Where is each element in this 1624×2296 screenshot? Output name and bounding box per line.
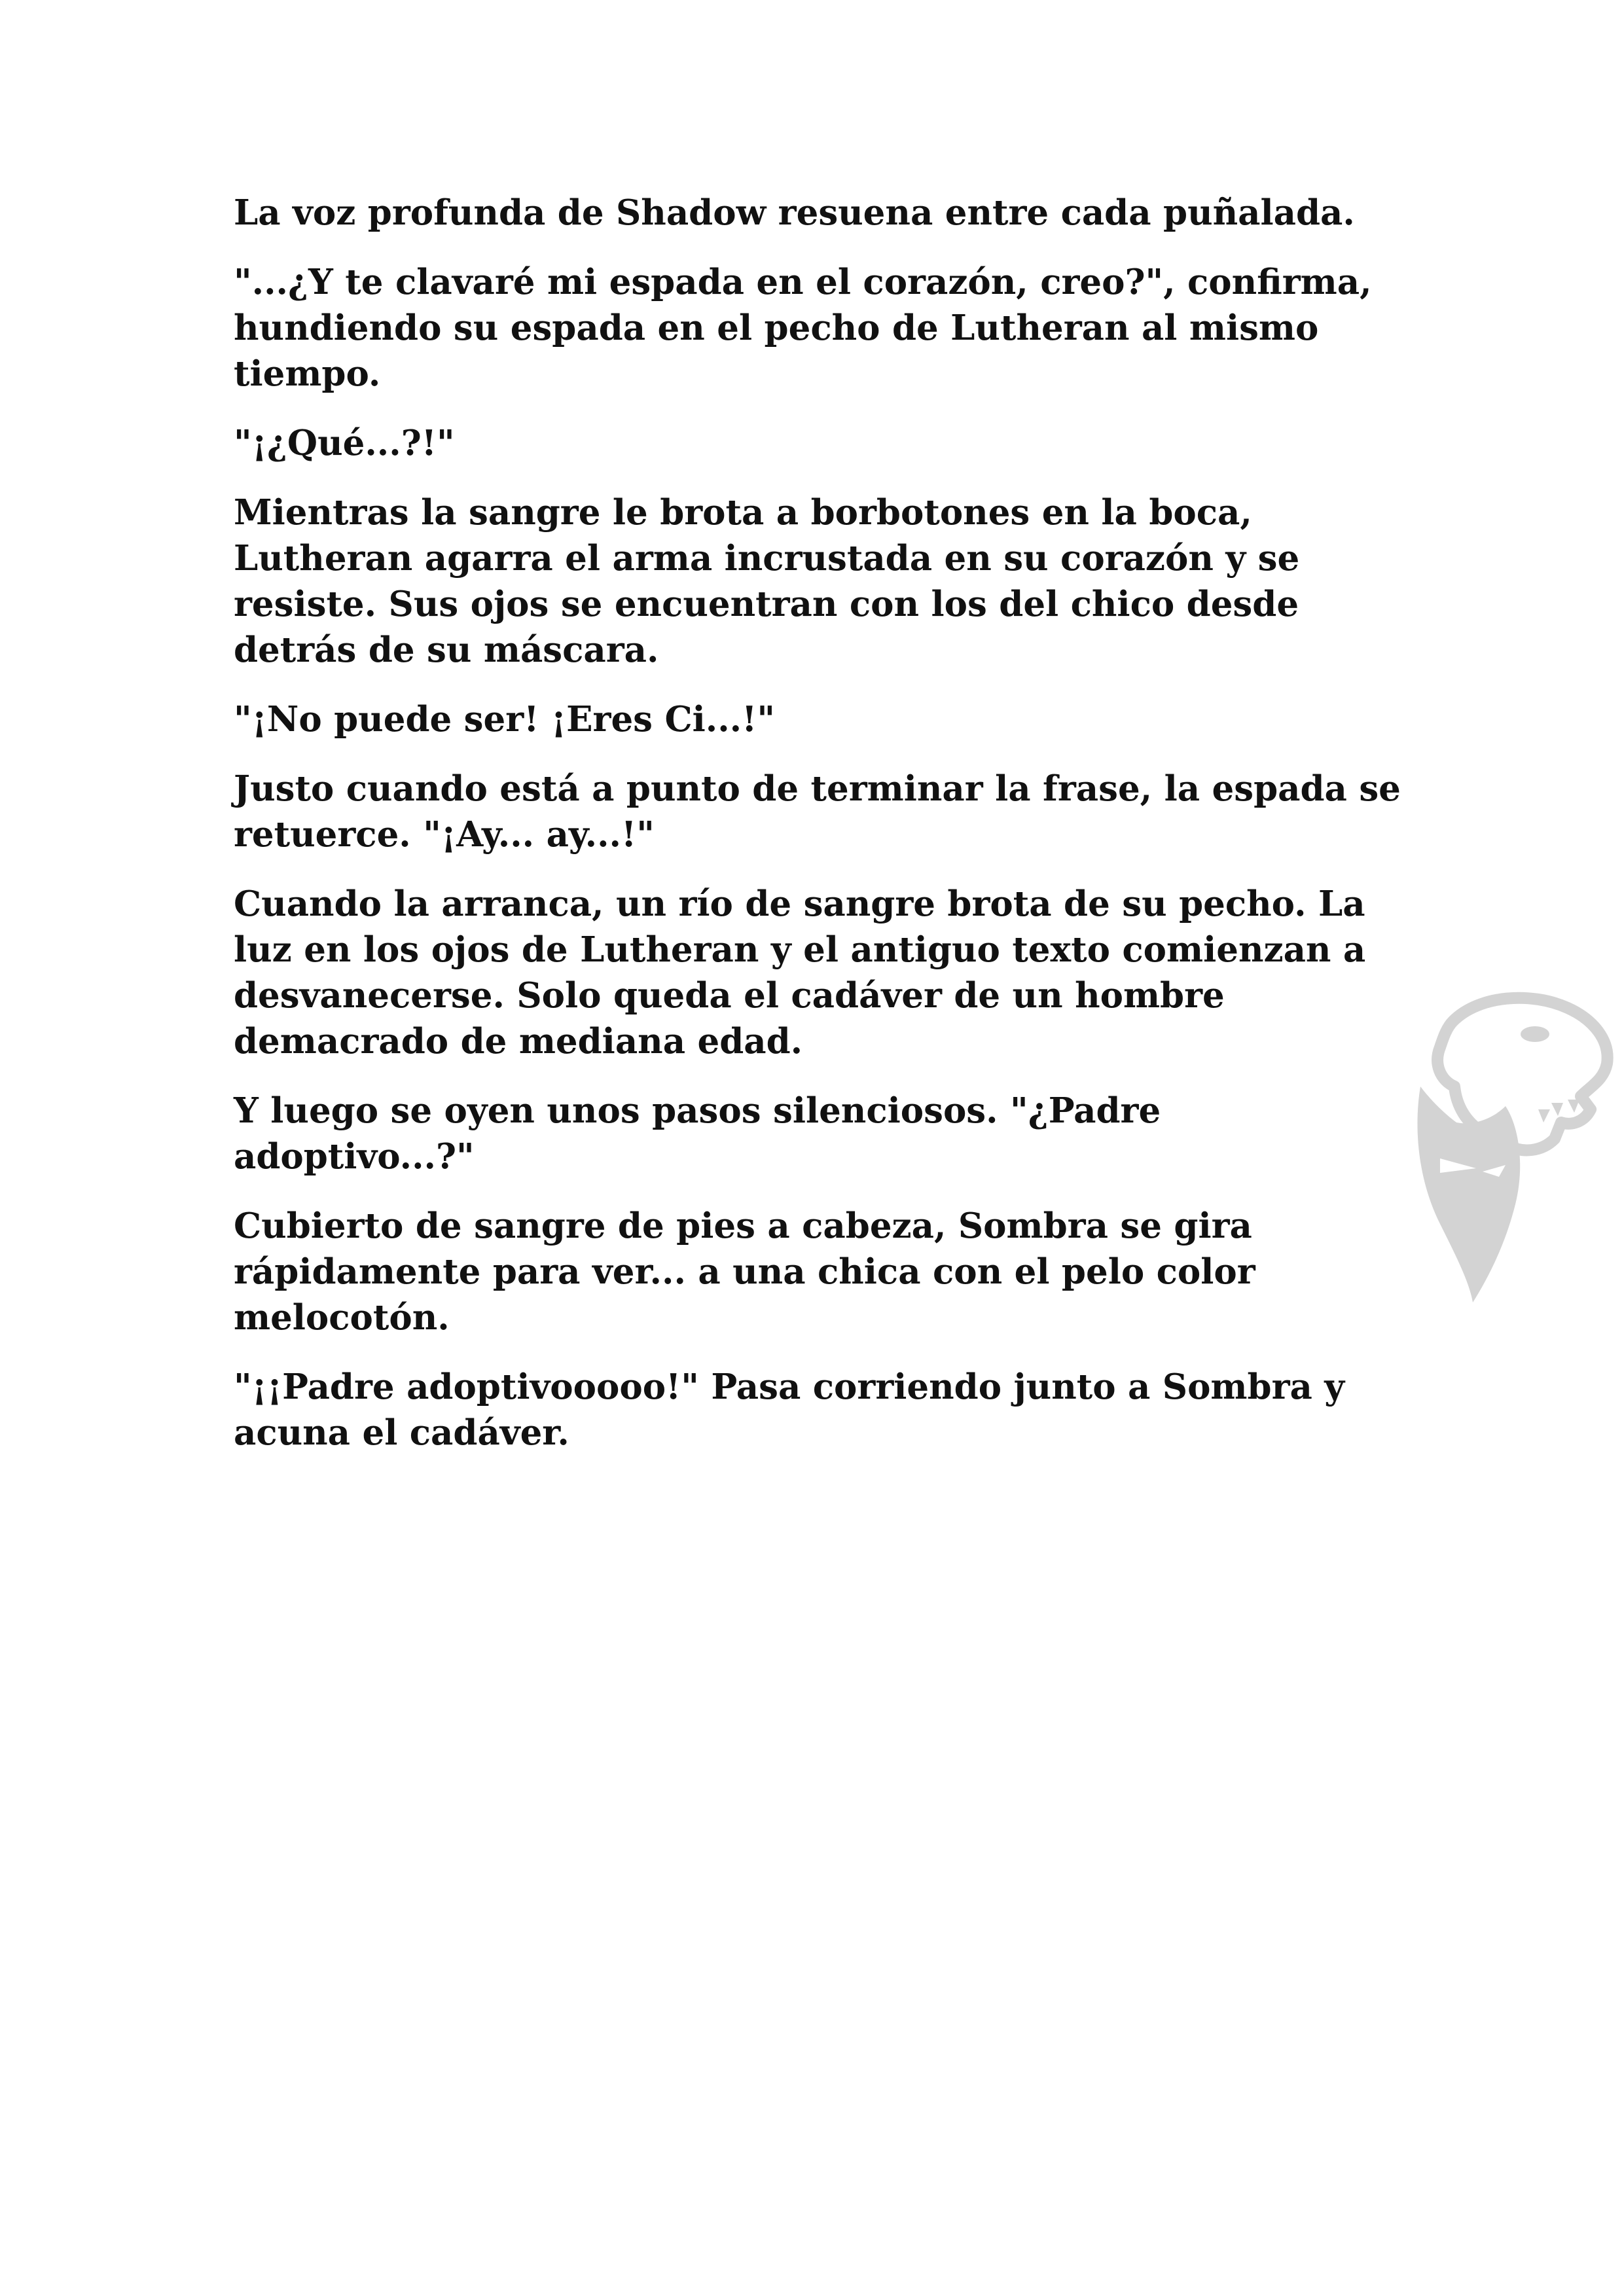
paragraph-3: "¡¿Qué...?!" [234, 423, 455, 463]
paragraph-10: "¡¡Padre adoptivooooo!" Pasa corriendo junto a Sombra y acuna el cadáver. [234, 1367, 1345, 1453]
paragraph-5: "¡No puede ser! ¡Eres Ci...!" [234, 699, 776, 740]
paragraph-9: Cubierto de sangre de pies a cabeza, Sombra se gira rápidamente para ver... a una chica con el pelo color melocotón. [234, 1206, 1255, 1338]
paragraph-7: Cuando la arranca, un río de sangre brota de su pecho. La luz en los ojos de Lutheran y el antiguo texto comienzan a desvanecerse. Solo queda el cadáver de un hombre demacrado de mediana edad. [234, 884, 1366, 1062]
paragraph-1: La voz profunda de Shadow resuena entre cada puñalada. [234, 192, 1355, 233]
paragraph-6: Justo cuando está a punto de terminar la frase, la espada se retuerce. "¡Ay... ay...!" [234, 768, 1401, 855]
paragraph-8: Y luego se oyen unos pasos silenciosos. "¿Padre adoptivo...?" [234, 1090, 1161, 1177]
body-text [234, 190, 1405, 1479]
dinosaur-head-logo-icon [1394, 982, 1623, 1309]
paragraph-2: "...¿Y te clavaré mi espada en el corazón, creo?", confirma, hundiendo su espada en el pecho de Lutheran al mismo tiempo. [234, 262, 1372, 394]
paragraph-4: Mientras la sangre le brota a borbotones en la boca, Lutheran agarra el arma incrustada en su corazón y se resiste. Sus ojos se encuentran con los del chico desde detrás de su máscara. [234, 492, 1300, 670]
